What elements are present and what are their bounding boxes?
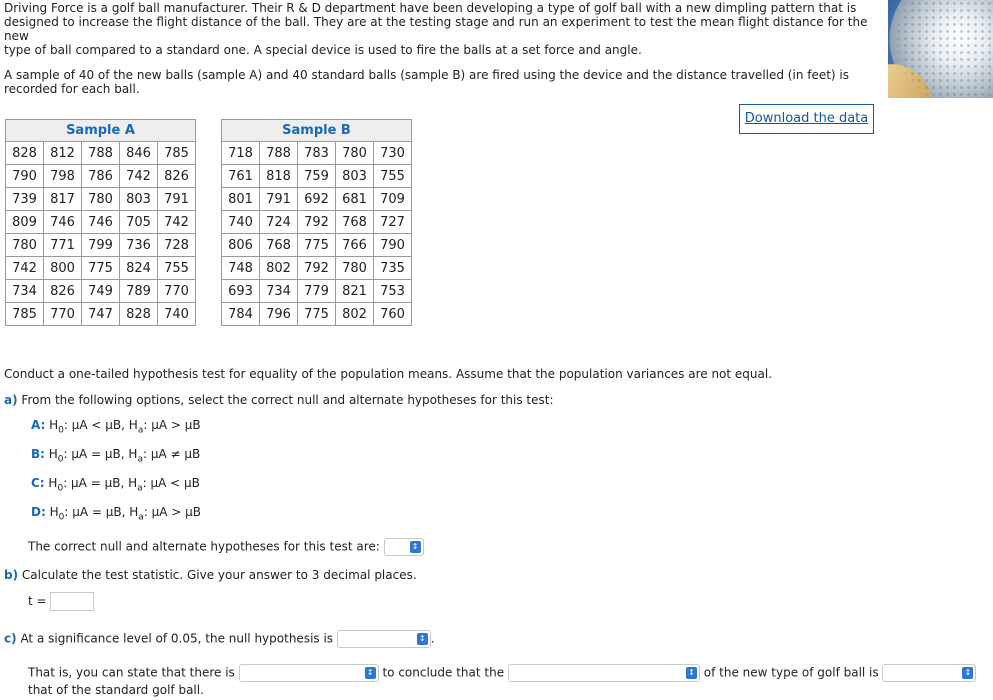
table-cell: 792 [298,257,336,280]
t-stat-row [28,592,94,611]
comparison-select[interactable] [882,664,976,682]
option-h0: μA = μB [71,476,121,490]
table-cell: 693 [222,280,260,303]
table-cell: 789 [120,280,158,303]
option-ha: μA > μB [151,418,201,432]
table-cell: 728 [158,234,196,257]
table-cell: 761 [222,165,260,188]
null-hypothesis-decision-select[interactable] [337,630,431,648]
table-row [6,303,196,326]
table-cell: 812 [44,142,82,165]
intro-line: A sample of 40 of the new balls (sample A) and 40 standard balls (sample B) are fired using the device and the distance travelled (in feet) is [4,68,850,82]
table-row [222,142,412,165]
option-label: D: [31,505,46,519]
table-cell: 783 [298,142,336,165]
table-cell: 821 [336,280,374,303]
table-cell: 786 [82,165,120,188]
hypotheses-answer-prompt: The correct null and alternate hypotheses for this test are: [28,539,380,554]
option-h0: μA = μB [71,447,121,461]
table-cell: 740 [158,303,196,326]
table-cell: 770 [44,303,82,326]
updown-chevron-icon: ↕ [417,633,428,645]
table-cell: 736 [120,234,158,257]
download-data-link[interactable]: Download the data [739,104,874,134]
table-cell: 760 [374,303,412,326]
table-cell: 681 [336,188,374,211]
option-label: A: [31,418,46,432]
table-cell: 692 [298,188,336,211]
to-conclude-text: to conclude that the [382,665,505,680]
table-cell: 755 [374,165,412,188]
updown-chevron-icon: ↕ [365,667,376,679]
measure-select[interactable] [508,664,700,682]
table-cell: 734 [260,280,298,303]
table-cell: 788 [260,142,298,165]
intro-line: type of ball compared to a standard one. A special device is used to fire the balls at a set force and angle. [4,43,642,57]
table-cell: 828 [120,303,158,326]
table-cell: 775 [298,303,336,326]
table-cell: 780 [336,257,374,280]
sample-b-title: Sample B [222,120,412,142]
table-cell: 828 [6,142,44,165]
question-c-text: At a significance level of 0.05, the null hypothesis is [20,631,334,646]
table-cell: 771 [44,234,82,257]
table-cell: 817 [44,188,82,211]
conclusion-row [28,664,976,682]
table-cell: 709 [374,188,412,211]
table-cell: 766 [336,234,374,257]
table-cell: 775 [82,257,120,280]
table-row [222,280,412,303]
table-cell: 790 [6,165,44,188]
table-cell: 826 [158,165,196,188]
table-cell: 746 [44,211,82,234]
table-row [222,234,412,257]
question-a-label: a) [4,393,18,407]
table-cell: 803 [120,188,158,211]
table-cell: 718 [222,142,260,165]
option-h0: μA < μB [71,418,122,432]
golf-ball-image [888,0,993,98]
table-row [222,257,412,280]
option-c: C: $H_0$: μA = μB, $H_a$: μA < μB [31,476,200,494]
table-cell: 740 [222,211,260,234]
table-cell: 780 [6,234,44,257]
table-row [6,142,196,165]
sample-a-table [5,119,196,326]
table-cell: 790 [374,234,412,257]
table-cell: 759 [298,165,336,188]
table-cell: 791 [260,188,298,211]
question-c-label: c) [4,631,17,646]
table-cell: 809 [6,211,44,234]
hypotheses-select[interactable] [384,538,424,556]
table-cell: 753 [374,280,412,303]
table-cell: 801 [222,188,260,211]
question-b-label: b) [4,568,19,582]
question-a-text: From the following options, select the correct null and alternate hypotheses for this test: [21,393,554,407]
table-cell: 800 [44,257,82,280]
table-cell: 749 [82,280,120,303]
table-cell: 770 [158,280,196,303]
problem-intro [4,1,874,96]
option-ha: μA < μB [150,476,200,490]
option-label: C: [31,476,45,490]
table-cell: 780 [336,142,374,165]
table-row [222,165,412,188]
table-cell: 799 [82,234,120,257]
table-cell: 818 [260,165,298,188]
table-cell: 735 [374,257,412,280]
option-b: B: $H_0$: μA = μB, $H_a$: μA ≠ μB [31,447,201,465]
table-cell: 755 [158,257,196,280]
table-row [222,303,412,326]
updown-chevron-icon: ↕ [962,667,973,679]
table-cell: 768 [260,234,298,257]
evidence-select[interactable] [239,664,379,682]
table-cell: 780 [82,188,120,211]
table-cell: 788 [82,142,120,165]
table-cell: 792 [298,211,336,234]
table-cell: 742 [158,211,196,234]
intro-line: recorded for each ball. [4,82,140,96]
question-a [4,393,554,407]
option-h0: μA = μB [72,505,122,519]
table-cell: 768 [336,211,374,234]
table-cell: 785 [158,142,196,165]
table-cell: 791 [158,188,196,211]
sample-b-table [221,119,412,326]
table-row [222,188,412,211]
table-cell: 806 [222,234,260,257]
sample-a-title: Sample A [6,120,196,142]
table-row [6,280,196,303]
table-cell: 748 [222,257,260,280]
table-row [6,165,196,188]
table-cell: 802 [336,303,374,326]
table-cell: 730 [374,142,412,165]
intro-line: designed to increase the flight distance of the ball. They are at the testing stage and run an experiment to test the mean flight distance for the new [4,15,868,43]
table-cell: 798 [44,165,82,188]
t-stat-input[interactable] [50,592,94,611]
table-cell: 705 [120,211,158,234]
golf-dimples [888,0,993,98]
option-a: A: $H_0$: μA < μB, $H_a$: μA > μB [31,418,201,436]
table-row [6,234,196,257]
table-cell: 824 [120,257,158,280]
of-new-type-text: of the new type of golf ball is [703,665,879,680]
table-row [222,211,412,234]
table-row [6,188,196,211]
instruction-text: Conduct a one-tailed hypothesis test for equality of the population means. Assume that the population variances are not equal. [4,367,773,381]
table-cell: 796 [260,303,298,326]
table-cell: 734 [6,280,44,303]
table-cell: 785 [6,303,44,326]
option-d: D: $H_0$: μA = μB, $H_a$: μA > μB [31,505,202,523]
table-cell: 784 [222,303,260,326]
table-cell: 803 [336,165,374,188]
updown-chevron-icon: ↕ [410,541,421,553]
table-cell: 775 [298,234,336,257]
table-cell: 779 [298,280,336,303]
that-is-text: That is, you can state that there is [28,665,235,680]
table-row [6,257,196,280]
updown-chevron-icon: ↕ [686,667,697,679]
question-b [4,568,417,582]
table-row [6,211,196,234]
question-b-text: Calculate the test statistic. Give your answer to 3 decimal places. [21,568,417,582]
table-cell: 802 [260,257,298,280]
table-cell: 739 [6,188,44,211]
option-ha: μA > μB [151,505,202,519]
table-cell: 724 [260,211,298,234]
option-ha: μA ≠ μB [150,447,201,461]
period: . [430,631,435,646]
question-c [4,630,435,648]
option-label: B: [31,447,45,461]
table-cell: 826 [44,280,82,303]
intro-line: Driving Force is a golf ball manufacturer. Their R & D department have been developing a type of golf ball with a new dimpling pattern that is [4,1,857,15]
table-cell: 846 [120,142,158,165]
table-cell: 742 [120,165,158,188]
table-cell: 727 [374,211,412,234]
table-cell: 746 [82,211,120,234]
t-label: t = [28,594,47,608]
conclusion-tail: that of the standard golf ball. [28,683,204,697]
table-cell: 742 [6,257,44,280]
table-cell: 747 [82,303,120,326]
hypotheses-answer-row [28,538,424,556]
